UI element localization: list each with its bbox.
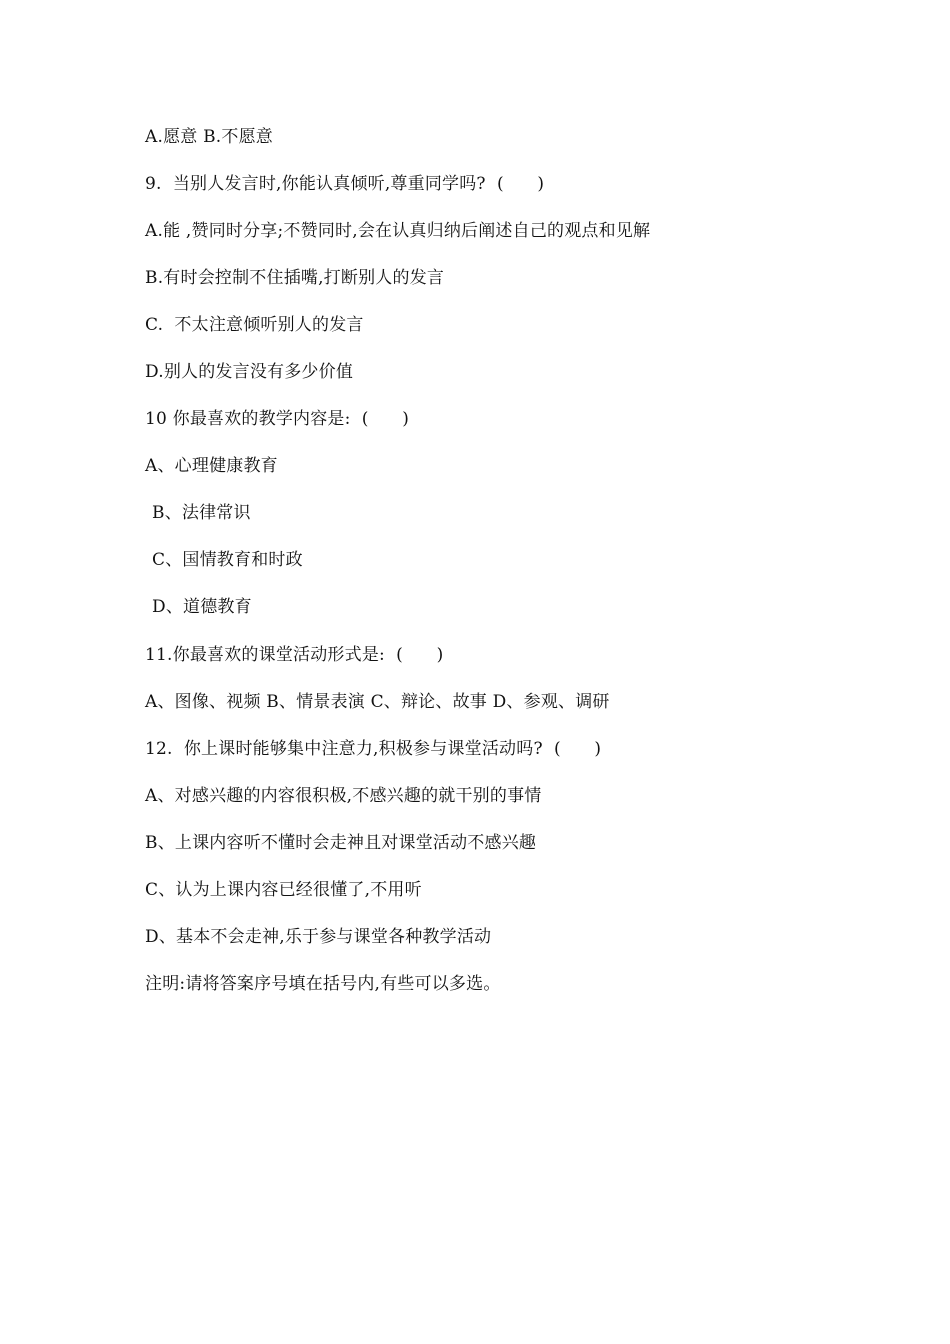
q9-question: 9. 当别人发言时,你能认真倾听,尊重同学吗? ( ) [145, 174, 545, 194]
q12-option-b: B、上课内容听不懂时会走神且对课堂活动不感兴趣 [145, 833, 537, 853]
q10-question: 10 你最喜欢的教学内容是: ( ) [145, 409, 410, 429]
q9-option-a: A.能 ,赞同时分享;不赞同时,会在认真归纳后阐述自己的观点和见解 [145, 221, 651, 241]
q9-option-d: D.别人的发言没有多少价值 [145, 362, 354, 382]
q10-option-b: B、法律常识 [152, 503, 251, 523]
instruction-note: 注明:请将答案序号填在括号内,有些可以多选。 [145, 974, 501, 994]
q10-option-a: A、心理健康教育 [145, 456, 278, 476]
q9-option-c: C. 不太注意倾听别人的发言 [145, 315, 364, 335]
q9-option-b: B.有时会控制不住插嘴,打断别人的发言 [145, 268, 445, 288]
q12-question: 12. 你上课时能够集中注意力,积极参与课堂活动吗? ( ) [145, 739, 602, 759]
q12-option-c: C、认为上课内容已经很懂了,不用听 [145, 880, 422, 900]
q10-option-d: D、道德教育 [152, 597, 252, 617]
q11-question: 11.你最喜欢的课堂活动形式是: ( ) [145, 645, 444, 665]
q12-option-d: D、基本不会走神,乐于参与课堂各种教学活动 [145, 927, 492, 947]
q8-options: A.愿意 B.不愿意 [145, 127, 273, 147]
q11-options: A、图像、视频 B、情景表演 C、辩论、故事 D、参观、调研 [145, 692, 610, 712]
q10-option-c: C、国情教育和时政 [152, 550, 303, 570]
q12-option-a: A、对感兴趣的内容很积极,不感兴趣的就干别的事情 [145, 786, 542, 806]
